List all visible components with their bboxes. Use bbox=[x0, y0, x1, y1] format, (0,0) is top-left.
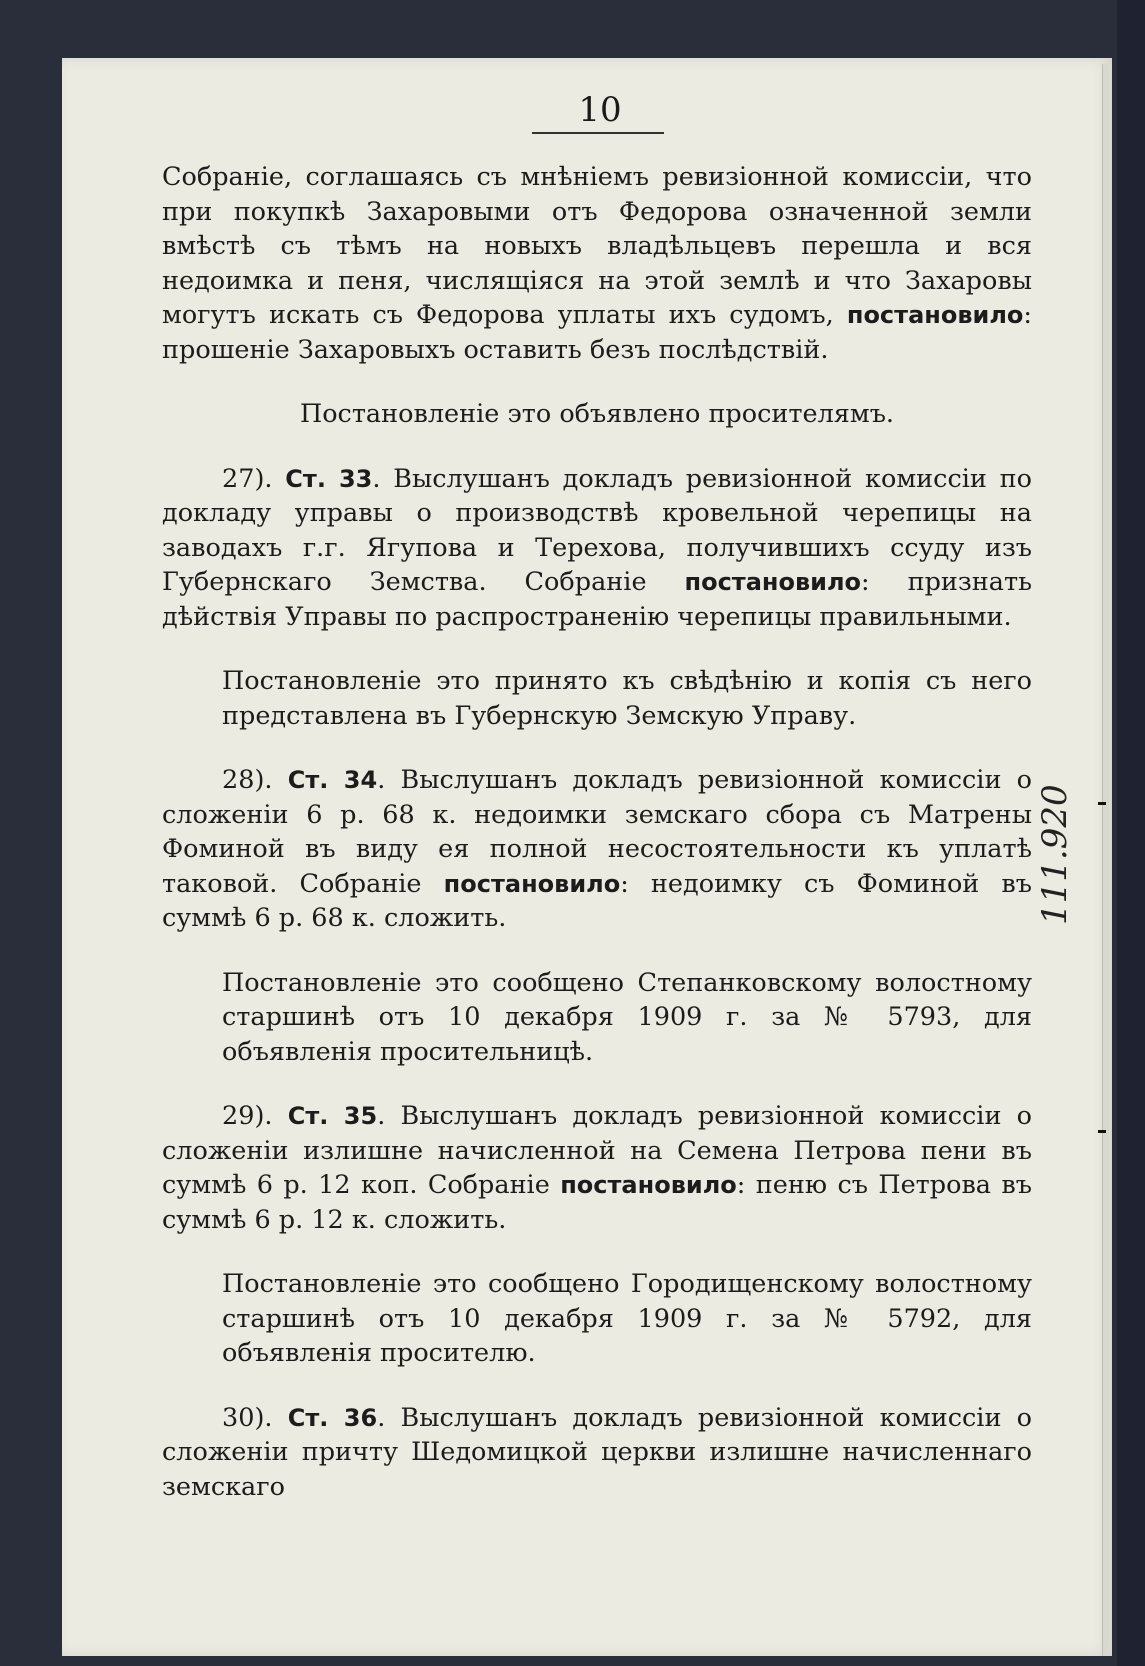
paragraph-1 bbox=[162, 160, 1032, 367]
paragraph-5 bbox=[162, 763, 1032, 936]
article-label: Ст. 35 bbox=[287, 1102, 378, 1130]
article-label: Ст. 33 bbox=[285, 464, 373, 493]
paragraph-text: . Выслушанъ докладъ ревизіонной комиссіи о сложеніи излишне начисленной на Семена Петрова пени въ суммѣ 6 р. 12 коп. Собраніе bbox=[162, 1101, 1032, 1200]
paragraph-text: . Выслушанъ докладъ ревизіонной комиссіи о сложеніи 6 р. 68 к. недоимки земскаго сбора съ Матрены Фоминой въ виду ея полной несостоятельности къ уплатѣ таковой. Собраніе bbox=[162, 765, 1032, 899]
edge-mark bbox=[1098, 1130, 1106, 1133]
handwritten-margin-note: 111.920 bbox=[1035, 784, 1075, 926]
item-number: 28). bbox=[222, 765, 273, 795]
bold-keyword: постановило bbox=[684, 568, 862, 596]
paragraph-6: Постановленіе это сообщено Степанковскому волостному старшинѣ отъ 10 декабря 1909 г. за № 5793, для объявленія просительницѣ. bbox=[222, 967, 1032, 1067]
page-number-rule bbox=[532, 132, 664, 134]
bold-keyword: постановило bbox=[560, 1171, 737, 1199]
paragraph-3 bbox=[162, 462, 1032, 635]
article-label: Ст. 34 bbox=[287, 766, 378, 794]
page-number: 10 bbox=[578, 90, 622, 130]
paragraph-7 bbox=[162, 1099, 1032, 1237]
paragraph-text: : пеню съ Петрова въ суммѣ 6 р. 12 к. сложить. bbox=[162, 1170, 1032, 1235]
paragraph-8: Постановленіе это сообщено Городищенскому волостному старшинѣ отъ 10 декабря 1909 г. за № 5792, для объявленія просителю. bbox=[222, 1269, 1032, 1368]
paragraph-4: Постановленіе это принято къ свѣдѣнію и копія съ него представлена въ Губернскую Земскую Управу. bbox=[222, 666, 1032, 731]
background-strip bbox=[1117, 0, 1145, 1666]
item-number: 30). bbox=[222, 1402, 273, 1433]
edge-mark bbox=[1098, 802, 1106, 805]
paragraph-text: . Выслушанъ докладъ ревизіонной комиссіи по докладу управы о производствѣ кровельной черепицы на заводахъ г.г. Ягупова и Терехова, получившихъ ссуду изъ Губернскаго Земства. Собраніе bbox=[162, 463, 1032, 597]
paragraph-text: : недоимку съ Фоминой въ суммѣ 6 р. 68 к. сложить. bbox=[162, 868, 1033, 933]
item-number: 27). bbox=[222, 463, 273, 494]
paragraph-text: : прошеніе Захаровыхъ оставить безъ послѣдствій. bbox=[162, 300, 1032, 365]
bold-keyword: постановило bbox=[846, 301, 1024, 329]
page-edge bbox=[1102, 64, 1109, 1656]
paragraph-9 bbox=[162, 1401, 1032, 1505]
paragraph-text: : признать дѣйствія Управы по распространенію черепицы правильными. bbox=[162, 567, 1032, 632]
paragraph-text: . Выслушанъ докладъ ревизіонной комиссіи о сложеніи причту Шедомицкой церкви излишне начисленнаго земскаго bbox=[162, 1402, 1032, 1502]
paragraph-2: Постановленіе это объявлено просителямъ. bbox=[299, 399, 895, 429]
article-label: Ст. 36 bbox=[287, 1403, 378, 1432]
item-number: 29). bbox=[222, 1101, 273, 1131]
paragraph-text: Собраніе, соглашаясь съ мнѣніемъ ревизіонной комиссіи, что при покупкѣ Захаровыми отъ Федорова означенной земли вмѣстѣ съ тѣмъ на новыхъ владѣльцевъ перешла и вся недоимка и пеня, числящіяся на этой землѣ и что Захаровы могутъ искать съ Федорова уплаты ихъ судомъ, bbox=[162, 162, 1032, 330]
bold-keyword: постановило bbox=[443, 869, 621, 898]
body-text bbox=[162, 160, 1032, 1504]
